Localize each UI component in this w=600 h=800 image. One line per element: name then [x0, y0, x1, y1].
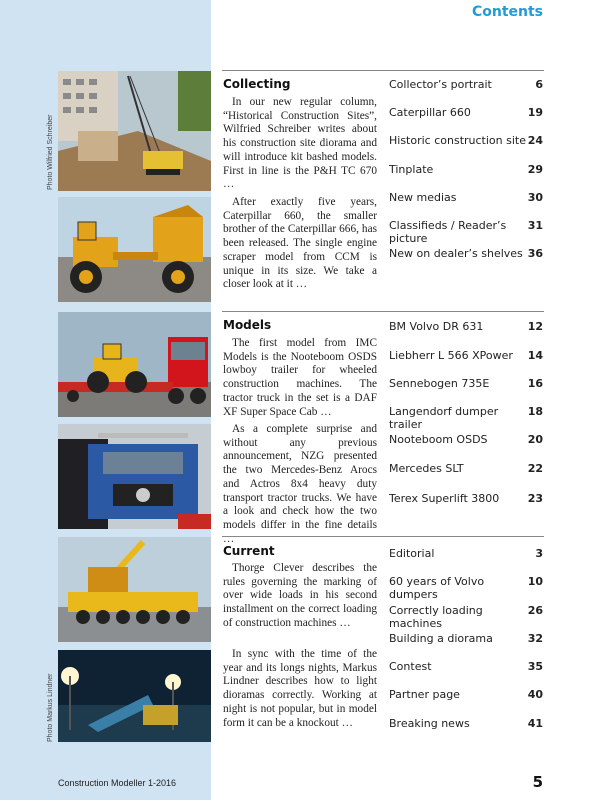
toc-label: Mercedes SLT	[389, 462, 464, 475]
toc-label: 60 years of Volvo dumpers	[389, 575, 485, 601]
toc-page: 20	[527, 433, 543, 446]
toc-item[interactable]	[389, 163, 543, 176]
photo-mercedes-actros[interactable]	[58, 424, 211, 529]
toc-label: Classifieds / Reader’s picture	[389, 219, 507, 245]
toc-page: 36	[527, 247, 543, 260]
footer-page-number: 5	[532, 773, 543, 791]
toc-page: 19	[527, 106, 543, 119]
section-title-models: Models	[223, 318, 272, 332]
models-paragraph-2: As a complete surprise and without any previous announcement, NZG presented the two Mercedes-Benz Arocs and Actros 8x4 heavy duty transport tractor trucks. We have a look and check how the two models differ in the fine details …	[223, 423, 377, 545]
toc-label: Langendorf dumper trailer	[389, 405, 499, 431]
toc-page: 29	[527, 163, 543, 176]
section-title-current: Current	[223, 544, 275, 558]
toc-page: 23	[527, 492, 543, 505]
toc-label: Historic construction site	[389, 134, 526, 147]
toc-item[interactable]	[389, 547, 543, 560]
toc-label: Tinplate	[389, 163, 434, 176]
toc-item[interactable]	[389, 462, 543, 475]
toc-page: 16	[527, 377, 543, 390]
toc-label: Partner page	[389, 688, 460, 701]
footer-magazine-issue: Construction Modeller 1-2016	[58, 778, 177, 788]
toc-item[interactable]	[389, 405, 543, 431]
toc-item[interactable]	[389, 433, 543, 446]
toc-page: 18	[527, 405, 543, 418]
toc-page: 35	[527, 660, 543, 673]
toc-page: 31	[527, 219, 543, 232]
photo-credit-schreiber: Photo Wilfried Schreiber	[47, 114, 54, 190]
toc-label: Building a diorama	[389, 632, 493, 645]
photo-daf-lowboy[interactable]	[58, 312, 211, 417]
toc-item[interactable]	[389, 660, 543, 673]
toc-label: Nooteboom OSDS	[389, 433, 488, 446]
toc-item[interactable]	[389, 349, 543, 362]
toc-page: 10	[527, 575, 543, 588]
toc-label: Contest	[389, 660, 432, 673]
toc-page: 12	[527, 320, 543, 333]
photo-night-diorama[interactable]	[58, 650, 211, 742]
toc-item[interactable]	[389, 78, 543, 91]
toc-item[interactable]	[389, 320, 543, 333]
toc-page: 6	[535, 78, 543, 91]
toc-item[interactable]	[389, 688, 543, 701]
toc-page: 26	[527, 604, 543, 617]
toc-item[interactable]	[389, 632, 543, 645]
toc-label: New on dealer’s shelves	[389, 247, 523, 260]
toc-item[interactable]	[389, 191, 543, 204]
section-divider-models	[222, 311, 544, 312]
toc-item[interactable]	[389, 377, 543, 390]
section-divider-collecting	[222, 70, 544, 71]
photo-crane-diorama[interactable]	[58, 71, 211, 191]
section-title-collecting: Collecting	[223, 77, 291, 91]
toc-page: 41	[527, 717, 543, 730]
photo-credit-lindner: Photo Markus Lindner	[47, 673, 54, 742]
collecting-paragraph-2: After exactly five years, Caterpillar 660, the smaller brother of the Caterpillar 666, has been released. The single engine scraper model from CCM is unique in its size. We take a closer look at it …	[223, 196, 377, 291]
collecting-paragraph-1: In our new regular column, “Historical Construction Sites”, Wilfried Schreiber writes about his construction site diorama and will introduce kit bashed models. First in line is the P&H TC 670 …	[223, 96, 377, 191]
toc-label: Editorial	[389, 547, 435, 560]
toc-label: Sennebogen 735E	[389, 377, 490, 390]
page-title: Contents	[471, 4, 543, 20]
photo-terex-superlift[interactable]	[58, 537, 211, 642]
toc-label: Breaking news	[389, 717, 470, 730]
models-paragraph-1: The first model from IMC Models is the Nooteboom OSDS lowboy trailer for wheeled construction machines. The tractor truck in the set is a DAF XF Super Space Cab …	[223, 337, 377, 418]
photo-caterpillar-660[interactable]	[58, 197, 211, 302]
toc-page: 40	[527, 688, 543, 701]
toc-item[interactable]	[389, 247, 543, 260]
toc-label: Terex Superlift 3800	[389, 492, 500, 505]
toc-page: 3	[535, 547, 543, 560]
toc-item[interactable]	[389, 575, 543, 601]
toc-label: Caterpillar 660	[389, 106, 471, 119]
toc-item[interactable]	[389, 604, 543, 630]
current-paragraph-2: In sync with the time of the year and its longs nights, Markus Lindner describes how to light dioramas correctly. Working at night is not popular, but in model form it can be a knockout …	[223, 648, 377, 729]
toc-item[interactable]	[389, 106, 543, 119]
toc-item[interactable]	[389, 717, 543, 730]
toc-page: 32	[527, 632, 543, 645]
toc-item[interactable]	[389, 134, 543, 147]
toc-page: 24	[527, 134, 543, 147]
toc-page: 30	[527, 191, 543, 204]
current-paragraph-1: Thorge Clever describes the rules governing the marking of over wide loads in his second installment on the correct loading of construction machines …	[223, 562, 377, 629]
toc-label: Collector’s portrait	[389, 78, 492, 91]
toc-page: 22	[527, 462, 543, 475]
toc-label: Liebherr L 566 XPower	[389, 349, 513, 362]
toc-page: 14	[527, 349, 543, 362]
toc-label: Correctly loading machines	[389, 604, 483, 630]
toc-item[interactable]	[389, 492, 543, 505]
toc-label: New medias	[389, 191, 457, 204]
toc-item[interactable]	[389, 219, 543, 245]
toc-label: BM Volvo DR 631	[389, 320, 484, 333]
